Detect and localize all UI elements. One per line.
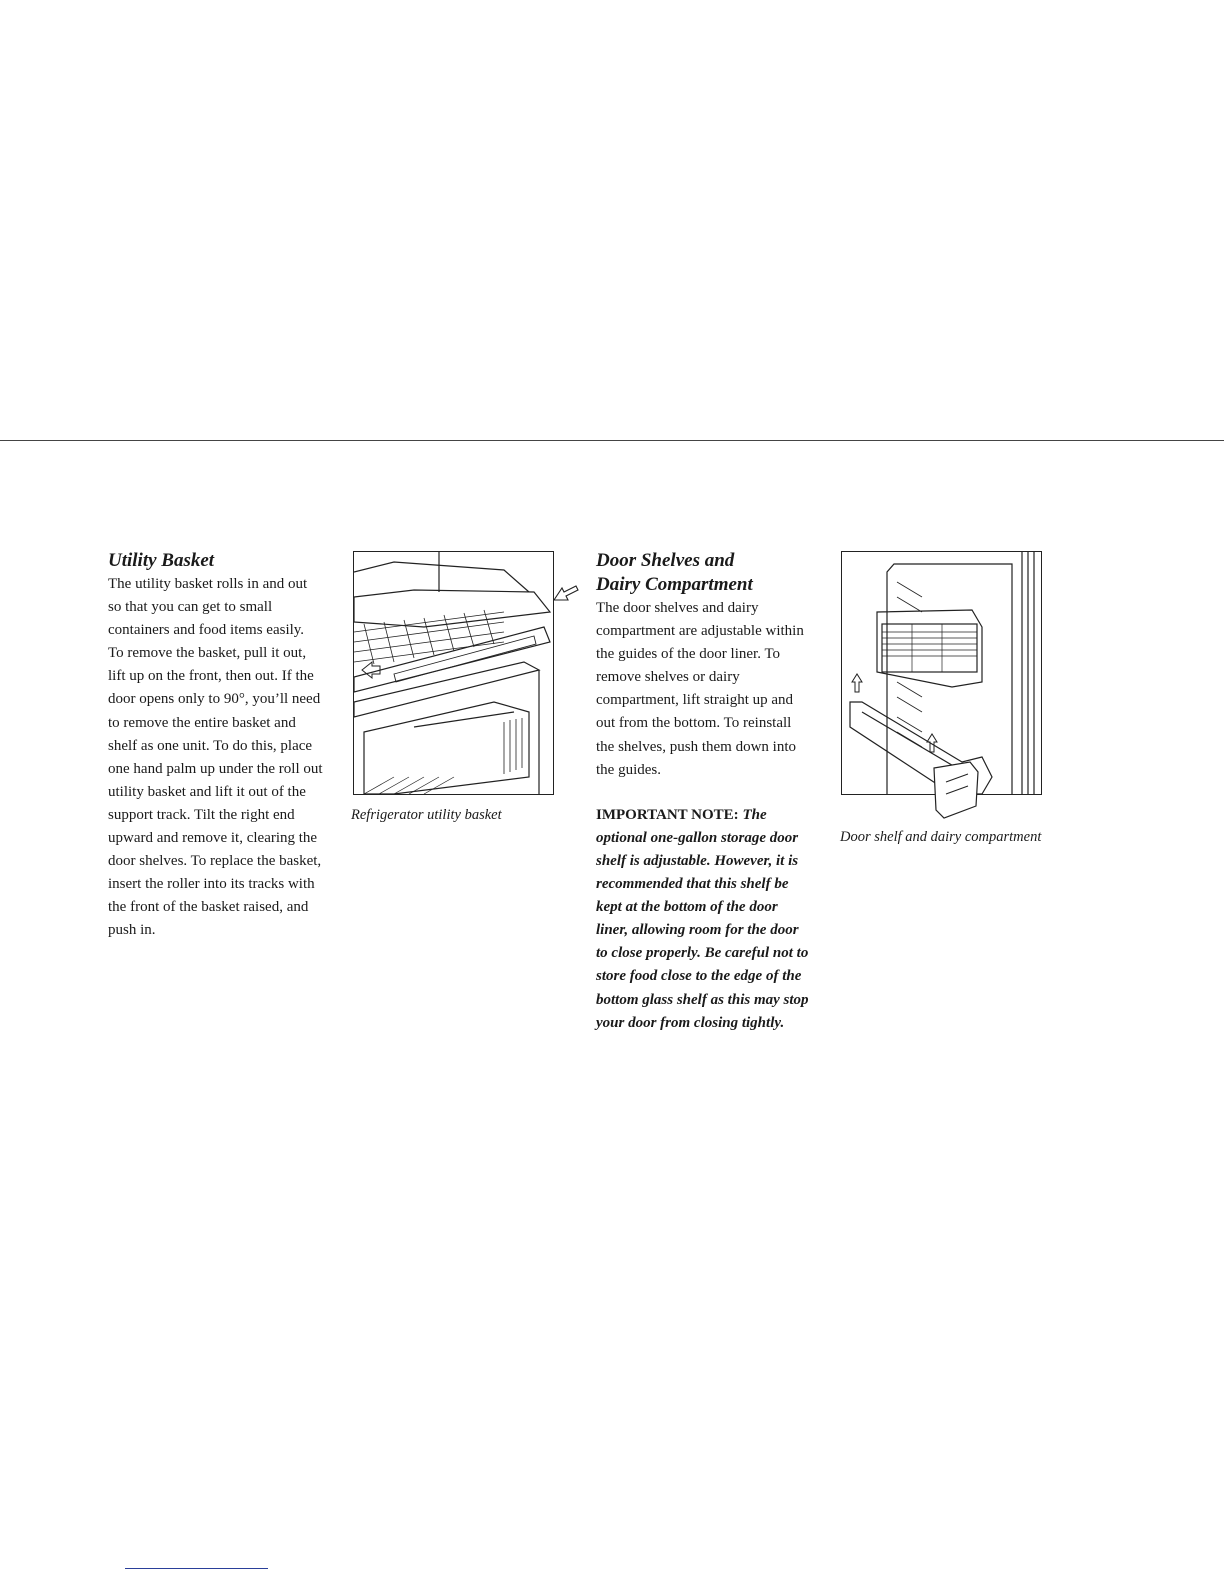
door-shelf-drawing bbox=[842, 552, 1041, 794]
shelf-endcap-drawing bbox=[930, 760, 982, 822]
door-shelf-caption: Door shelf and dairy compartment bbox=[840, 829, 1042, 845]
pull-arrow-icon bbox=[552, 582, 580, 604]
important-note-label: IMPORTANT NOTE: bbox=[596, 806, 739, 823]
important-note bbox=[596, 804, 811, 1035]
utility-basket-illustration bbox=[353, 551, 554, 795]
utility-basket-text: The utility basket rolls in and out so that you can get to small containers and food items easily. To remove the basket, pull it out, lift up on the front, then out. If the door opens only to 90°, you’ll need to remove the entire basket and shelf as one unit. To do this, place one hand palm up under the roll out utility basket and lift it out of the support track. Tilt the right end upward and remove it, clearing the door shelves. To replace the basket, insert the roller into its tracks with the front of the basket raised, and push in. bbox=[108, 576, 323, 939]
footer-rule bbox=[125, 1568, 268, 1569]
door-shelves-section bbox=[596, 549, 811, 1035]
door-shelves-heading-line2: Dairy Compartment bbox=[596, 574, 753, 595]
utility-basket-heading: Utility Basket bbox=[108, 550, 215, 571]
door-shelves-text: The door shelves and dairy compartment are adjustable within the guides of the door liner. To remove shelves or dairy compartment, lift straight up and out from the bottom. To reinstall the shelves, push them down into the guides. bbox=[596, 600, 804, 778]
important-note-text: The optional one-gallon storage door shelf is adjustable. However, it is recommended that this shelf be kept at the bottom of the door liner, allowing room for the door to close properly. Be careful not to store food close to the edge of the bottom glass shelf as this may stop your door from closing tightly. bbox=[596, 806, 809, 1031]
top-divider-rule bbox=[0, 440, 1224, 441]
door-shelves-heading-line1: Door Shelves and bbox=[596, 550, 735, 571]
door-shelf-illustration bbox=[841, 551, 1042, 795]
utility-basket-section bbox=[108, 549, 323, 943]
utility-basket-caption: Refrigerator utility basket bbox=[351, 807, 502, 823]
utility-basket-drawing bbox=[354, 552, 553, 794]
